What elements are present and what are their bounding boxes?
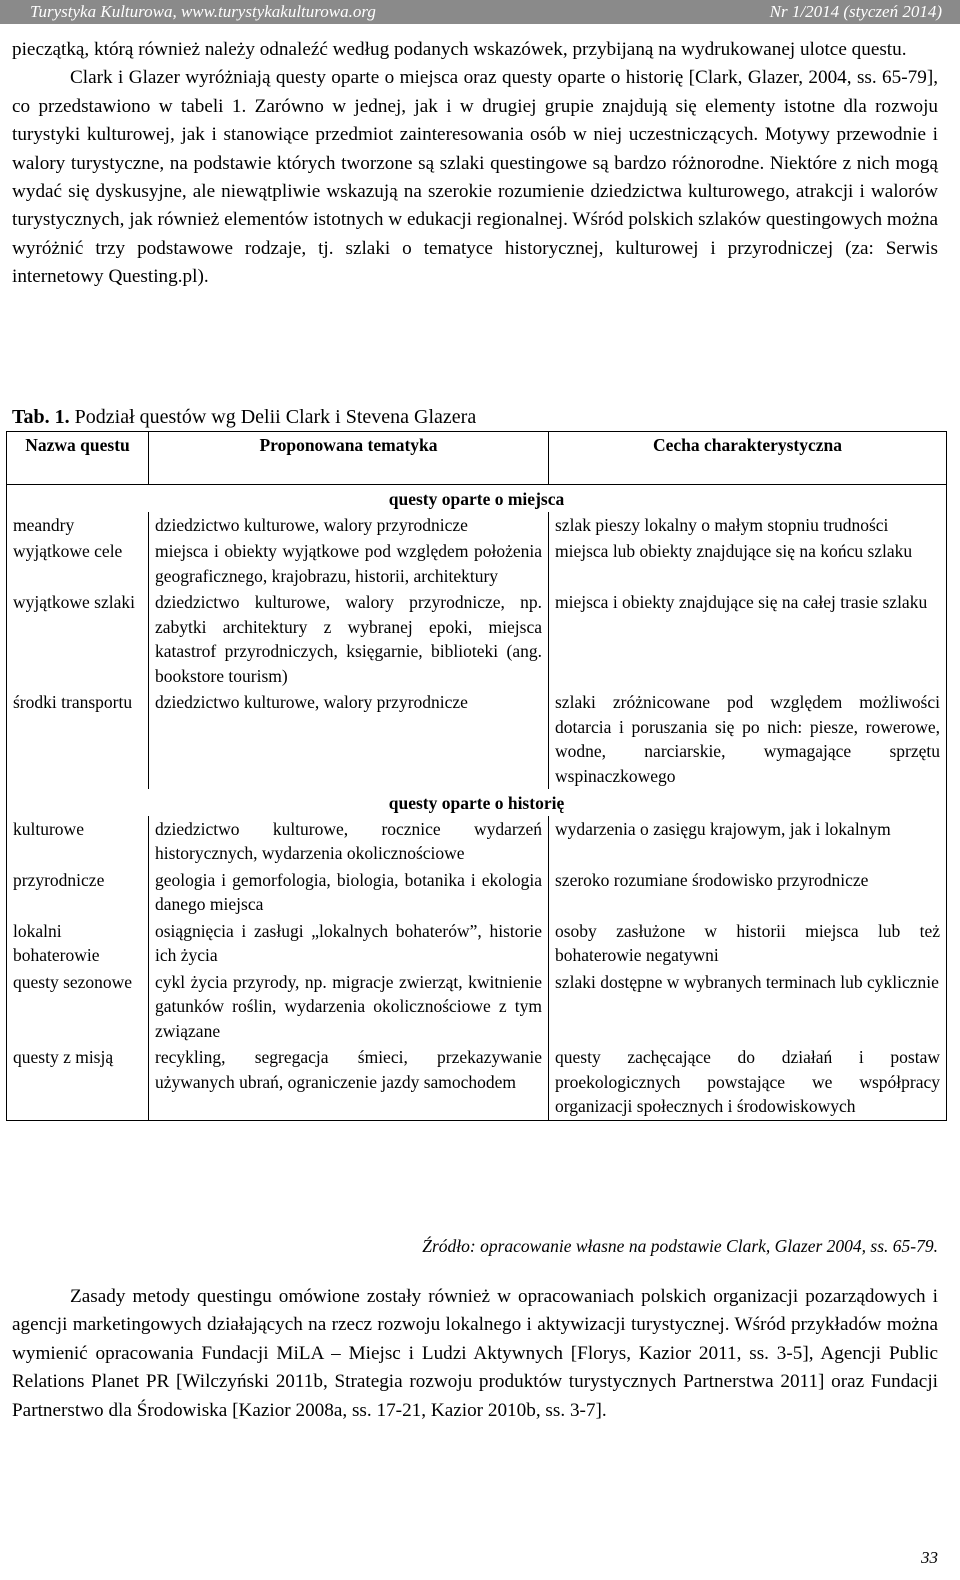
quest-feature: osoby zasłużone w historii miejsca lub też bohaterowie negatywni — [549, 918, 947, 969]
quest-name: lokalni bohaterowie — [7, 918, 149, 969]
quest-name: meandry — [7, 512, 149, 539]
quest-theme: dziedzictwo kulturowe, walory przyrodnicze, np. zabytki architektury z wybranej epoki, miejsca katastrof przyrodniczych, księgarnie, biblioteki (ang. bookstore tourism) — [149, 589, 549, 689]
header-feature: Cecha charakterystyczna — [549, 432, 947, 485]
issue-number: Nr 1/2014 (styczeń 2014) — [769, 2, 942, 21]
quest-feature: miejsca i obiekty znajdujące się na całej trasie szlaku — [549, 589, 947, 689]
quest-name: wyjątkowe cele — [7, 538, 149, 589]
intro-text — [12, 36, 938, 292]
quest-feature: miejsca lub obiekty znajdujące się na końcu szlaku — [549, 538, 947, 589]
quest-theme: dziedzictwo kulturowe, rocznice wydarzeń historycznych, wydarzenia okolicznościowe — [149, 816, 549, 867]
quest-types-table — [6, 431, 947, 1121]
table-row — [7, 512, 947, 539]
quest-name: kulturowe — [7, 816, 149, 867]
table-label: Tab. 1. — [12, 406, 70, 428]
quest-theme: geologia i gemorfologia, biologia, botanika i ekologia danego miejsca — [149, 867, 549, 918]
quest-theme: osiągnięcia i zasługi „lokalnych bohaterów”, historie ich życia — [149, 918, 549, 969]
group-row-places — [7, 485, 947, 512]
table-row — [7, 867, 947, 918]
header-theme: Proponowana tematyka — [149, 432, 549, 485]
quest-name: wyjątkowe szlaki — [7, 589, 149, 689]
journal-title: Turystyka Kulturowa, www.turystykakulturowa.org — [30, 2, 376, 21]
quest-feature: questy zachęcające do działań i postaw proekologicznych powstające we współpracy organizacji społecznych i środowiskowych — [549, 1044, 947, 1120]
group-label-history: questy oparte o historię — [7, 789, 947, 816]
quest-theme: cykl życia przyrody, np. migracje zwierząt, kwitnienie gatunków roślin, wydarzenia okolicznościowe z tym związane — [149, 969, 549, 1045]
quest-theme: dziedzictwo kulturowe, walory przyrodnicze — [149, 512, 549, 539]
group-label-places: questy oparte o miejsca — [7, 485, 947, 512]
quest-theme: recykling, segregacja śmieci, przekazywanie używanych ubrań, ograniczenie jazdy samochodem — [149, 1044, 549, 1120]
quest-name: questy sezonowe — [7, 969, 149, 1045]
quest-theme: dziedzictwo kulturowe, walory przyrodnicze — [149, 689, 549, 789]
page-number: 33 — [921, 1548, 938, 1567]
quest-name: questy z misją — [7, 1044, 149, 1120]
table-row — [7, 538, 947, 589]
table-row — [7, 816, 947, 867]
header-quest-name: Nazwa questu — [7, 432, 149, 485]
quest-feature: szlaki zróżnicowane pod względem możliwości dotarcia i poruszania się po nich: piesze, rowerowe, wodne, narciarskie, wymagające sprzętu wspinaczkowego — [549, 689, 947, 789]
table-row — [7, 969, 947, 1045]
table-title: Podział questów wg Delii Clark i Stevena Glazera — [74, 406, 477, 428]
quest-feature: szlak pieszy lokalny o małym stopniu trudności — [549, 512, 947, 539]
quest-feature: szeroko rozumiane środowisko przyrodnicze — [549, 867, 947, 918]
table-row — [7, 1044, 947, 1120]
table-caption — [12, 404, 476, 430]
table-header-row — [7, 432, 947, 485]
intro-paragraph-2: Clark i Glazer wyróżniają questy oparte o miejsca oraz questy oparte o historię [Clark, Glazer, 2004, ss. 65-79], co przedstawiono w tabeli 1. Zarówno w jednej, jak i w drugiej grupie znajdują się elementy istotne dla rozwoju turystyki kulturowej, jak i stanowiące przedmiot zainteresowania osób w niej uczestniczących. Motywy przewodnie i walory turystyczne, na podstawie których tworzone są szlaki questingowe są bardzo różnorodne. Niektóre z nich mogą wydać się dyskusyjne, ale niewątpliwie wskazują na szerokie rozumienie dziedzictwa kulturowego, atrakcji i walorów turystycznych, jak również elementów istotnych w edukacji regionalnej. Wśród polskich szlaków questingowych można wyróżnić trzy podstawowe rodzaje, tj. szlaki o tematyce historycznej, kulturowej i przyrodniczej (za: Serwis internetowy Questing.pl). — [12, 67, 938, 288]
outro-paragraph-1: Zasady metody questingu omówione zostały również w opracowaniach polskich organizacji pozarządowych i agencji marketingowych działających na rzecz rozwoju lokalnego i aktywizacji turystycznej. Wśród przykładów można wymienić opracowania Fundacji MiLA – Miejsc i Ludzi Aktywnych [Florys, Kazior 2011, ss. 3-5], Agencji Public Relations Planet PR [Wilczyński 2011b, Strategia rozwoju produktów turystycznych Partnerstwa 2011] oraz Fundacji Partnerstwo dla Środowiska [Kazior 2008a, ss. 17-21, Kazior 2010b, ss. 3-7]. — [12, 1286, 938, 1421]
table-source-note: Źródło: opracowanie własne na podstawie Clark, Glazer 2004, ss. 65-79. — [422, 1236, 938, 1256]
quest-name: przyrodnicze — [7, 867, 149, 918]
group-row-history — [7, 789, 947, 816]
quest-feature: szlaki dostępne w wybranych terminach lub cyklicznie — [549, 969, 947, 1045]
quest-name: środki transportu — [7, 689, 149, 789]
running-header — [0, 0, 960, 24]
outro-text — [12, 1283, 938, 1425]
quest-feature: wydarzenia o zasięgu krajowym, jak i lokalnym — [549, 816, 947, 867]
table-row — [7, 589, 947, 689]
table-row — [7, 689, 947, 789]
table-row — [7, 918, 947, 969]
intro-paragraph-1: pieczątką, którą również należy odnaleźć według podanych wskazówek, przybijaną na wydrukowanej ulotce questu. — [12, 39, 907, 60]
quest-theme: miejsca i obiekty wyjątkowe pod względem położenia geograficznego, krajobrazu, historii, architektury — [149, 538, 549, 589]
